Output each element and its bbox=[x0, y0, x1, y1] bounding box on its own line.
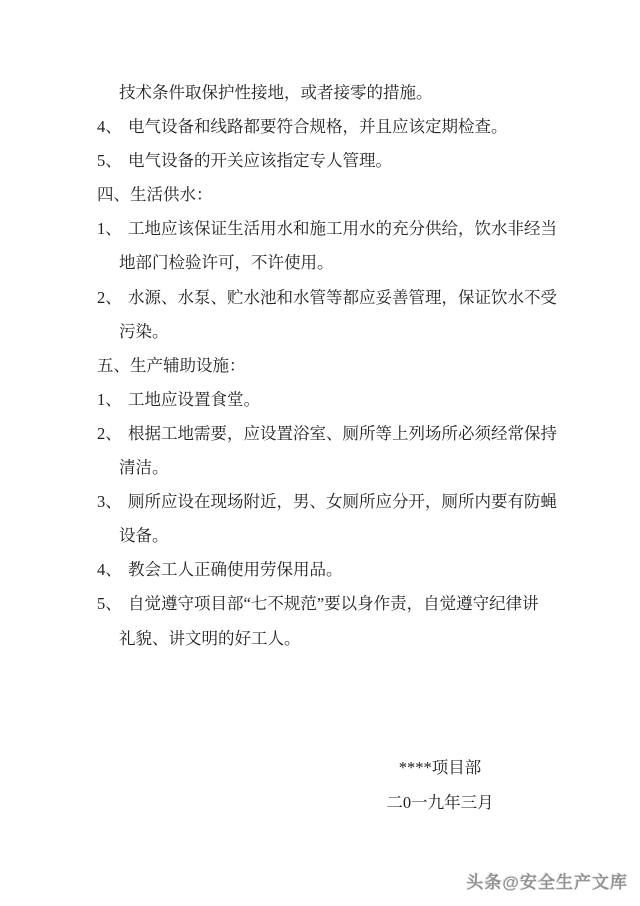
line-number: 1、 bbox=[97, 219, 122, 239]
line-number: 4、 bbox=[97, 117, 122, 137]
line-text: 污染。 bbox=[119, 321, 169, 341]
line-text: 电气设备和线路都要符合规格，并且应该定期检查。 bbox=[128, 117, 508, 137]
line-text: 设备。 bbox=[119, 526, 169, 546]
document-line bbox=[0, 144, 640, 178]
document-line bbox=[0, 281, 640, 315]
line-text: 工地应该保证生活用水和施工用水的充分供给，饮水非经当 bbox=[128, 219, 557, 239]
section-number: 四、 bbox=[97, 185, 130, 205]
document-line bbox=[0, 417, 640, 451]
line-number: 5、 bbox=[97, 151, 122, 171]
line-text: 地部门检验许可，不许使用。 bbox=[119, 253, 334, 273]
line-text: 工地应设置食堂。 bbox=[128, 389, 260, 409]
watermark-text: 头条@安全生产文库 bbox=[466, 873, 628, 892]
document-line bbox=[0, 451, 640, 485]
line-text: 电气设备的开关应该指定专人管理。 bbox=[128, 151, 392, 171]
document-line bbox=[0, 315, 640, 349]
line-text: 水源、水泵、贮水池和水管等都应妥善管理，保证饮水不受 bbox=[128, 287, 557, 307]
line-text: 厕所应设在现场附近，男、女厕所应分开，厕所内要有防蝇 bbox=[128, 492, 557, 512]
document-line bbox=[0, 587, 640, 621]
document-line bbox=[0, 485, 640, 519]
document-line bbox=[0, 212, 640, 246]
line-number: 4、 bbox=[97, 560, 122, 580]
section-title: 生活供水： bbox=[130, 185, 213, 205]
signature-block bbox=[340, 750, 540, 820]
signature-date: 二0一九年三月 bbox=[386, 793, 494, 812]
signature-org: ****项目部 bbox=[398, 758, 482, 777]
document-line bbox=[0, 383, 640, 417]
line-number: 1、 bbox=[97, 389, 122, 409]
line-number: 2、 bbox=[97, 423, 122, 443]
document-line bbox=[0, 110, 640, 144]
document-body bbox=[0, 76, 640, 656]
line-text: 根据工地需要，应设置浴室、厕所等上列场所必须经常保持 bbox=[128, 423, 557, 443]
line-text: 礼貌、讲文明的好工人。 bbox=[119, 628, 301, 648]
document-line bbox=[0, 76, 640, 110]
document-section-heading bbox=[0, 178, 640, 212]
line-number: 3、 bbox=[97, 492, 122, 512]
line-text: 教会工人正确使用劳保用品。 bbox=[128, 560, 343, 580]
document-section-heading bbox=[0, 349, 640, 383]
document-line bbox=[0, 553, 640, 587]
section-title: 生产辅助设施： bbox=[130, 355, 246, 375]
document-line bbox=[0, 519, 640, 553]
section-number: 五、 bbox=[97, 355, 130, 375]
line-number: 5、 bbox=[97, 594, 122, 614]
line-text: 清洁。 bbox=[119, 458, 169, 478]
line-number: 2、 bbox=[97, 287, 122, 307]
line-text: 技术条件取保护性接地，或者接零的措施。 bbox=[119, 83, 433, 102]
document-line bbox=[0, 246, 640, 280]
line-text: 自觉遵守项目部“七不规范”要以身作责，自觉遵守纪律讲 bbox=[128, 594, 539, 614]
document-line bbox=[0, 622, 640, 656]
